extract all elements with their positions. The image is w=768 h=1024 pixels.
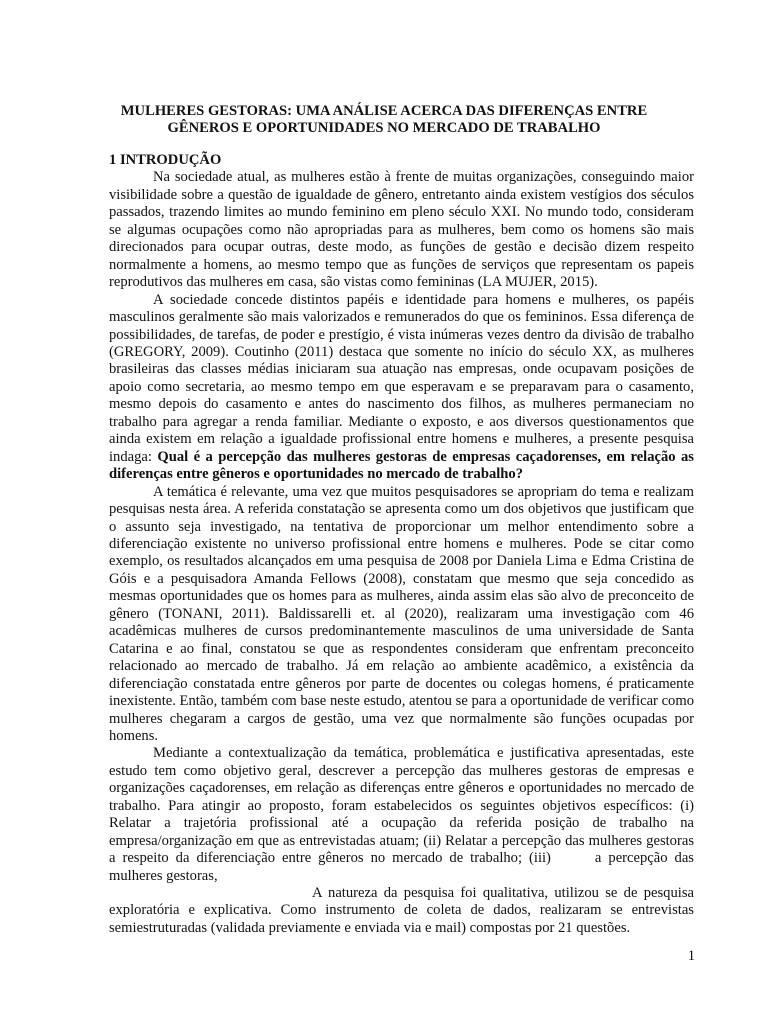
paragraph-3: A temática é relevante, uma vez que muitos pesquisadores se apropriam do tema e realizam pesquisas nesta área. A referida constatação se apresenta como um dos objetivos que justificam que o assunto seja investigado, na tentativa de proporcionar um melhor entendimento sobre a diferenciação existente no universo profissional entre homens e mulheres. Pode se citar como exemplo, os resultados alcançados em uma pesquisa de 2008 por Daniela Lima e Edma Cristina de Góis e a pesquisadora Amanda Fellows (2008), constatam que mesmo que seja concedido as mesmas oportunidades que os homes para as mulheres, ainda assim elas são alvo de preconceito de gênero (TONANI, 2011). Baldissarelli et. al (2020), realizaram uma investigação com 46 acadêmicas mulheres de cursos predominantemente masculinos de uma universidade de Santa Catarina e ao final, constatou se que as respondentes consideram que enfrentam preconceito relacionado ao mercado de trabalho. Já em relação ao ambiente acadêmico, a existência da diferenciação constatada entre gêneros por parte de docentes ou colegas homens, é praticamente inexistente. Então, também com base neste estudo, atentou se para a oportunidade de verificar como mulheres chegaram a cargos de gestão, uma vez que normalmente são funções ocupadas por homens.: [109, 483, 694, 744]
title-line-1: MULHERES GESTORAS: UMA ANÁLISE ACERCA DAS DIFERENÇAS ENTRE: [120, 103, 648, 119]
document-body: [109, 152, 694, 937]
paragraph-4: [109, 745, 694, 885]
research-question: Qual é a percepção das mulheres gestoras de empresas caçadorenses, em relação as diferenças entre gêneros e oportunidades no mercado de trabalho?: [109, 448, 694, 483]
page-number: 1: [687, 948, 695, 964]
paragraph-4-text-a: Mediante a contextualização da temática, problemática e justificativa apresentadas, este estudo tem como objetivo geral, descrever a percepção das mulheres gestoras de empresas e organizações caçadorenses, em relação as diferenças entre gêneros e oportunidades no mercado de trabalho. Para atingir ao proposto, foram estabelecidos os seguintes objetivos específicos: (i) Relatar a trajetória profissional até a ocupação da referida posição de trabalho na empresa/organização em que as entrevistadas atuam; (ii) Relatar a percepção das mulheres gestoras a respeito da diferenciação entre gêneros no mercado de trabalho; (iii): [109, 745, 694, 867]
paragraph-1: Na sociedade atual, as mulheres estão à frente de muitas organizações, conseguindo maior visibilidade sobre a questão de igualdade de gênero, entretanto ainda existem vestígios dos séculos passados, trazendo limites ao mundo feminino em pleno século XXI. No mundo todo, consideram se algumas ocupações como não apropriadas para as mulheres, bem como os homens são mais direcionados para ocupar outras, deste modo, as funções de gestão e decisão dizem respeito normalmente a homens, ao mesmo tempo que as funções de serviços que representam os papeis reprodutivos das mulheres em casa, são vistas como femininas (LA MUJER, 2015).: [109, 169, 694, 291]
page-title: [100, 103, 668, 137]
paragraph-4-text-b: a percepção das mulheres gestoras,: [109, 850, 694, 884]
paragraph-2: [109, 292, 694, 484]
paragraph-5: A natureza da pesquisa foi qualitativa, utilizou se de pesquisa exploratória e explicativa. Como instrumento de coleta de dados, realizaram se entrevistas semiestruturadas (validada previamente e enviada via e mail) compostas por 21 questões.: [109, 885, 694, 936]
title-line-2: GÊNEROS E OPORTUNIDADES NO MERCADO DE TRABALHO: [167, 120, 601, 136]
section-heading: 1 INTRODUÇÃO: [109, 152, 222, 168]
paragraph-2-text: A sociedade concede distintos papéis e identidade para homens e mulheres, os papéis masculinos geralmente são mais valorizados e remunerados do que os femininos. Essa diferença de possibilidades, de tarefas, de poder e prestígio, é vista inúmeras vezes dentro da divisão de trabalho (GREGORY, 2009). Coutinho (2011) destaca que somente no início do século XX, as mulheres brasileiras das classes médias iniciaram sua atuação nas empresas, onde ocupavam posições de apoio como secretaria, ao mesmo tempo em que esperavam e se preparavam para o casamento, mesmo depois do casamento e antes do nascimento dos filhos, as mulheres permaneciam no trabalho para agregar a renda familiar. Mediante o exposto, e aos diversos questionamentos que ainda existem em relação a igualdade profissional entre homens e mulheres, a presente pesquisa indaga:: [109, 291, 694, 465]
